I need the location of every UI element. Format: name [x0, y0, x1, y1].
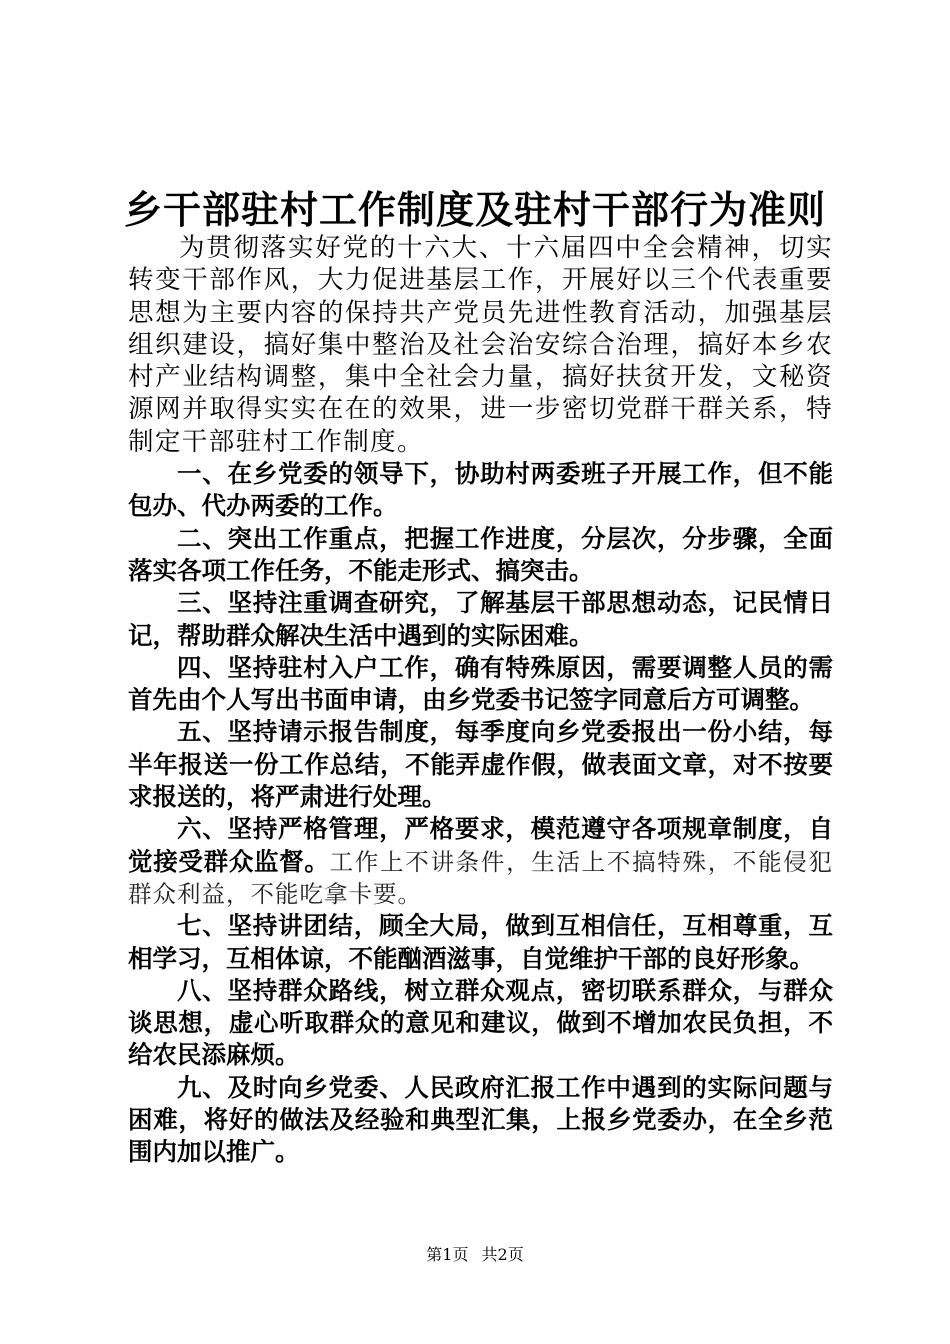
clause-8: 八、坚持群众路线，树立群众观点，密切联系群众，与群众谈思想，虚心听取群众的意见和建议，做到不增加农民负担，不给农民添麻烦。	[128, 975, 833, 1070]
clause-5: 五、坚持请示报告制度，每季度向乡党委报出一份小结，每半年报送一份工作总结，不能弄虚作假，做表面文章，对不按要求报送的，将严肃进行处理。	[128, 717, 833, 812]
clause-9: 九、及时向乡党委、人民政府汇报工作中遇到的实际问题与困难，将好的做法及经验和典型汇集，上报乡党委办，在全乡范围内加以推广。	[128, 1072, 833, 1167]
clause-1: 一、在乡党委的领导下，协助村两委班子开展工作，但不能包办、代办两委的工作。	[128, 459, 833, 521]
page-total: 共2页	[481, 1245, 524, 1264]
clause-6-tail: 工作上不讲条件，生活上不搞特殊，不能侵犯群众利益，不能吃拿卡要。	[128, 847, 834, 908]
clause-2: 二、突出工作重点，把握工作进度，分层次，分步骤，全面落实各项工作任务，不能走形式、搞突击。	[128, 523, 833, 585]
document-title: 乡干部驻村工作制度及驻村干部行为准则	[123, 187, 826, 232]
clause-3: 三、坚持注重调查研究，了解基层干部思想动态，记民情日记，帮助群众解决生活中遇到的实际困难。	[128, 588, 833, 650]
page-footer	[0, 1242, 950, 1265]
clause-6-main: 六、坚持严格管理，严格要求，模范遵守各项规章制度，自觉接受群众监督。	[128, 814, 833, 876]
clause-4: 四、坚持驻村入户工作，确有特殊原因，需要调整人员的需首先由个人写出书面申请，由乡党委书记签字同意后方可调整。	[128, 652, 833, 715]
intro-paragraph: 为贯彻落实好党的十六大、十六届四中全会精神，切实转变干部作风，大力促进基层工作，开展好以三个代表重要思想为主要内容的保持共产党员先进性教育活动，加强基层组织建设，搞好集中整治及社会治安综合治理，搞好本乡农村产业结构调整，集中全社会力量，搞好扶贫开发，文秘资源网并取得实实在在的效果，进一步密切党群干群关系，特制定干部驻村工作制度。	[128, 233, 833, 457]
page-number: 第1页	[426, 1245, 469, 1264]
document-body	[128, 232, 833, 1169]
clause-6	[128, 813, 833, 910]
clause-7: 七、坚持讲团结，顾全大局，做到互相信任，互相尊重，互相学习，互相体谅，不能酗酒滋事，自觉维护干部的良好形象。	[128, 911, 833, 973]
